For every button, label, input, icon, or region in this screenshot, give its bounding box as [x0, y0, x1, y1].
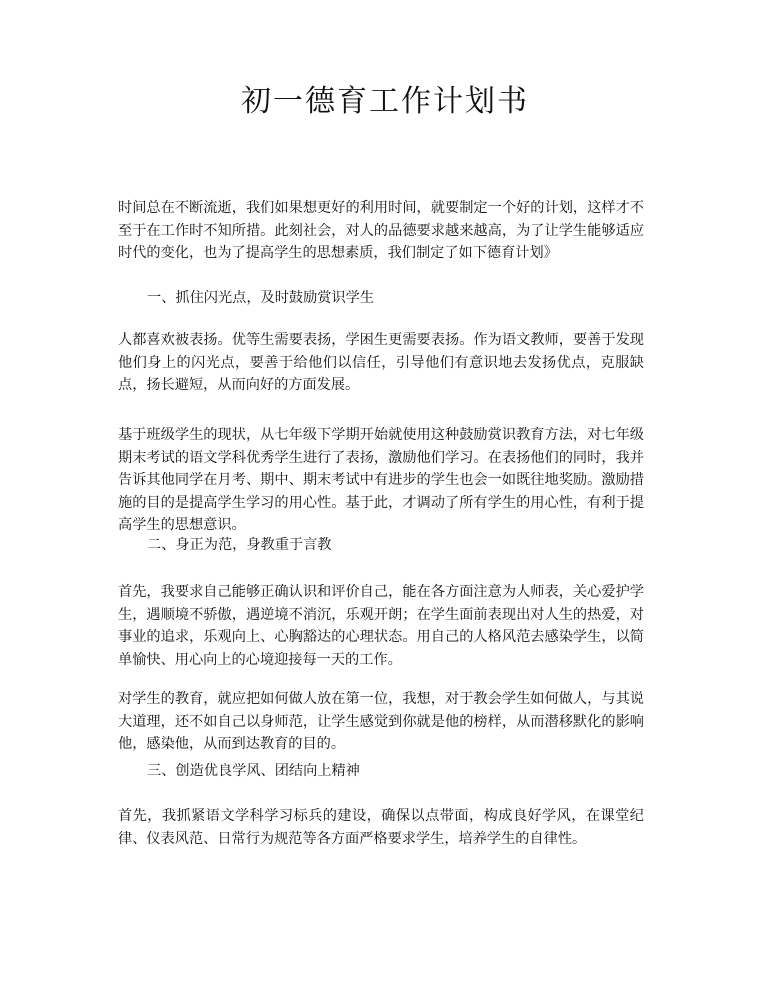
- document-title: 初一德育工作计划书: [241, 84, 529, 119]
- section-2-heading: 二、身正为范，身教重于言教: [147, 537, 332, 553]
- section-1-paragraph-1: 人都喜欢被表扬。优等生需要表扬，学困生更需要表扬。作为语文教师，要善于发现他们身上的闪光点，要善于给他们以信任，引导他们有意识地去发扬优点，克服缺点，扬长避短，从而向好的方面发展。: [118, 332, 644, 393]
- intro-paragraph: 时间总在不断流逝，我们如果想更好的利用时间，就要制定一个好的计划，这样才不至于在工作时不知所措。此刻社会，对人的品德要求越来越高，为了让学生能够适应时代的变化，也为了提高学生的思想素质，我们制定了如下德育计划》: [118, 200, 644, 261]
- section-2-paragraph-2: 对学生的教育，就应把如何做人放在第一位，我想，对于教会学生如何做人，与其说大道理，还不如自己以身师范，让学生感觉到你就是他的榜样，从而潜移默化的影响他，感染他，从而到达教育的目的。: [118, 691, 644, 752]
- section-1-heading: 一、抓住闪光点，及时鼓励赏识学生: [147, 290, 375, 306]
- section-2-paragraph-1: 首先，我要求自己能够正确认识和评价自己，能在各方面注意为人师表，关心爱护学生，遇顺境不骄傲，遇逆境不消沉，乐观开朗；在学生面前表现出对人生的热爱，对事业的追求，乐观向上、心胸豁达的心理状态。用自己的人格风范去感染学生，以简单愉快、用心向上的心境迎接每一天的工作。: [118, 584, 644, 668]
- section-1-paragraph-2: 基于班级学生的现状，从七年级下学期开始就使用这种鼓励赏识教育方法，对七年级期末考试的语文学科优秀学生进行了表扬，激励他们学习。在表扬他们的同时，我并告诉其他同学在月考、期中、期末考试中有进步的学生也会一如既往地奖励。激励措施的目的是提高学生学习的用心性。基于此，才调动了所有学生的用心性，有利于提高学生的思想意识。: [118, 427, 644, 533]
- section-3-paragraph-1: 首先，我抓紧语文学科学习标兵的建设，确保以点带面，构成良好学风，在课堂纪律、仪表风范、日常行为规范等各方面严格要求学生，培养学生的自律性。: [118, 808, 644, 847]
- section-3-heading: 三、创造优良学风、团结向上精神: [147, 763, 360, 779]
